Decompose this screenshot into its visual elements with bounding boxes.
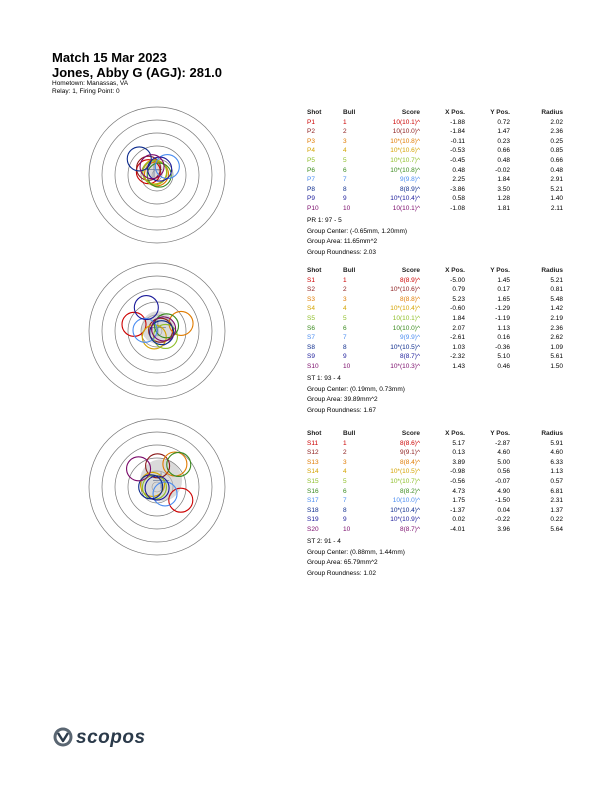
x-pos: 1.75: [452, 497, 465, 505]
shot-score: 10*(10.7)^: [390, 156, 420, 164]
bull-number: 10: [343, 525, 351, 533]
table-header: [305, 266, 565, 276]
shot-score: 10(10.1)^: [392, 118, 420, 126]
x-pos: -1.37: [450, 506, 465, 514]
group-center: Group Center: (0.88mm, 1.44mm): [307, 548, 405, 556]
y-pos: -1.19: [495, 314, 510, 322]
header-radius: Radius: [541, 267, 563, 274]
group-area: Group Area: 39.89mm^2: [307, 396, 378, 403]
table-row: [305, 448, 565, 458]
shot-score: 10*(10.9)^: [390, 516, 420, 524]
table-row: [305, 175, 565, 185]
table-row: [305, 285, 565, 295]
shot-id: S8: [307, 343, 315, 351]
y-pos: 0.17: [497, 286, 510, 294]
shot-score: 8(8.9)^: [399, 185, 420, 193]
scopos-logo: [52, 724, 162, 750]
target-diagram-prone: [82, 100, 232, 250]
shot-score: 10(10.0)^: [392, 324, 420, 332]
shot-id: P8: [307, 185, 315, 193]
bull-number: 7: [343, 334, 347, 342]
shot-score: 9(9.9)^: [399, 334, 420, 342]
bull-number: 8: [343, 343, 347, 351]
radius: 4.60: [550, 449, 563, 457]
shot-score: 10(10.1)^: [392, 314, 420, 322]
bull-number: 10: [343, 204, 351, 212]
header-bull: Bull: [343, 430, 356, 437]
bull-number: 1: [343, 118, 347, 126]
shot-score: 10*(10.3)^: [390, 362, 420, 370]
shot-score: 10*(10.4)^: [390, 195, 420, 203]
y-pos: -2.87: [495, 439, 510, 447]
shot-score: 10(10.0)^: [392, 497, 420, 505]
y-pos: 3.96: [497, 525, 510, 533]
shot-id: P1: [307, 118, 315, 126]
table-row: [305, 487, 565, 497]
match-title: Match 15 Mar 2023: [52, 50, 167, 65]
x-pos: 0.48: [452, 166, 465, 174]
bull-number: 1: [343, 276, 347, 284]
shot-score: 8(8.4)^: [399, 458, 420, 466]
group-area: Group Area: 11.65mm^2: [307, 238, 378, 245]
x-pos: 0.13: [452, 449, 465, 457]
header-bull: Bull: [343, 267, 356, 274]
header-score: Score: [401, 267, 420, 274]
bull-number: 3: [343, 458, 347, 466]
bull-number: 9: [343, 195, 347, 203]
group-roundness: Group Roundness: 1.67: [307, 406, 377, 414]
radius: 1.40: [550, 195, 563, 203]
shot-id: S6: [307, 324, 315, 332]
shot-id: P5: [307, 156, 315, 164]
header-bull: Bull: [343, 109, 356, 116]
shot-id: P4: [307, 147, 315, 155]
radius: 1.50: [550, 362, 563, 370]
scopos-logo-text: scopos: [76, 727, 146, 748]
y-pos: 0.16: [497, 334, 510, 342]
shot-id: S3: [307, 295, 315, 303]
stage-score: ST 1: 93 - 4: [307, 375, 341, 382]
y-pos: 0.48: [497, 156, 510, 164]
shot-score: 8(8.9)^: [399, 276, 420, 284]
y-pos: 1.28: [497, 195, 510, 203]
table-row: [305, 137, 565, 147]
radius: 2.31: [550, 497, 563, 505]
header-shot: Shot: [307, 267, 322, 274]
shot-score: 10(10.0)^: [392, 128, 420, 136]
shot-table-standing-1: [305, 266, 565, 372]
x-pos: -0.56: [450, 477, 465, 485]
radius: 2.02: [550, 118, 563, 126]
shot-score: 9(9.1)^: [399, 449, 420, 457]
bull-number: 2: [343, 128, 347, 136]
radius: 0.22: [550, 516, 563, 524]
x-pos: -1.88: [450, 118, 465, 126]
x-pos: -0.98: [450, 468, 465, 476]
header-y-pos: Y Pos.: [490, 109, 510, 116]
bull-number: 6: [343, 166, 347, 174]
group-area: Group Area: 65.79mm^2: [307, 559, 378, 566]
x-pos: -5.00: [450, 276, 465, 284]
shot-table-standing-2: [305, 429, 565, 535]
table-row: [305, 276, 565, 286]
radius: 6.33: [550, 458, 563, 466]
shot-score: 10*(10.8)^: [390, 137, 420, 145]
header-radius: Radius: [541, 430, 563, 437]
radius: 2.19: [550, 314, 563, 322]
shot-score: 10(10.1)^: [392, 204, 420, 212]
bull-number: 6: [343, 324, 347, 332]
shot-hole-s11: [169, 488, 193, 512]
header-y-pos: Y Pos.: [490, 430, 510, 437]
bull-number: 6: [343, 487, 347, 495]
shot-id: S12: [307, 449, 319, 457]
shot-score: 10*(10.7)^: [390, 477, 420, 485]
table-row: [305, 506, 565, 516]
y-pos: -0.07: [495, 477, 510, 485]
bull-number: 3: [343, 295, 347, 303]
shot-id: S13: [307, 458, 319, 466]
radius: 1.42: [550, 305, 563, 313]
y-pos: 1.45: [497, 276, 510, 284]
bull-number: 2: [343, 286, 347, 294]
target-diagram-standing-2: [82, 412, 232, 562]
shot-score: 10*(10.4)^: [390, 506, 420, 514]
table-row: [305, 477, 565, 487]
shot-score: 10*(10.6)^: [390, 147, 420, 155]
bull-number: 7: [343, 176, 347, 184]
x-pos: 1.84: [452, 314, 465, 322]
group-roundness: Group Roundness: 2.03: [307, 248, 377, 256]
y-pos: 0.46: [497, 362, 510, 370]
y-pos: 0.72: [497, 118, 510, 126]
x-pos: -0.60: [450, 305, 465, 313]
x-pos: 4.73: [452, 487, 465, 495]
table-row: [305, 146, 565, 156]
table-row: [305, 156, 565, 166]
table-header: [305, 108, 565, 118]
x-pos: -2.61: [450, 334, 465, 342]
x-pos: 0.58: [452, 195, 465, 203]
y-pos: 1.13: [497, 324, 510, 332]
shot-id: S14: [307, 468, 319, 476]
y-pos: -0.22: [495, 516, 510, 524]
stage-score: PR 1: 97 - 5: [307, 217, 342, 224]
radius: 5.64: [550, 525, 563, 533]
shot-id: P2: [307, 128, 315, 136]
radius: 5.48: [550, 295, 563, 303]
radius: 2.36: [550, 128, 563, 136]
y-pos: 4.60: [497, 449, 510, 457]
y-pos: 5.00: [497, 458, 510, 466]
bull-number: 5: [343, 314, 347, 322]
x-pos: 1.43: [452, 362, 465, 370]
table-row: [305, 467, 565, 477]
y-pos: 1.84: [497, 176, 510, 184]
bull-number: 5: [343, 156, 347, 164]
x-pos: 5.17: [452, 439, 465, 447]
shot-score: 10*(10.5)^: [390, 343, 420, 351]
header-y-pos: Y Pos.: [490, 267, 510, 274]
shot-score: 8(8.7)^: [399, 353, 420, 361]
bull-number: 8: [343, 185, 347, 193]
shot-id: S18: [307, 506, 319, 514]
y-pos: 3.50: [497, 185, 510, 193]
bull-number: 5: [343, 477, 347, 485]
shot-score: 10*(10.4)^: [390, 305, 420, 313]
y-pos: 0.23: [497, 137, 510, 145]
shot-id: S4: [307, 305, 315, 313]
radius: 5.91: [550, 439, 563, 447]
x-pos: -0.11: [450, 137, 465, 145]
shot-id: S7: [307, 334, 315, 342]
x-pos: 2.07: [452, 324, 465, 332]
y-pos: 0.04: [497, 506, 510, 514]
shot-score: 8(8.6)^: [399, 439, 420, 447]
bull-number: 3: [343, 137, 347, 145]
radius: 5.61: [550, 353, 563, 361]
relay-info: Relay: 1, Firing Point: 0: [52, 88, 120, 95]
x-pos: -4.01: [450, 525, 465, 533]
header-shot: Shot: [307, 430, 322, 437]
scopos-logo-icon: [54, 728, 73, 747]
table-row: [305, 304, 565, 314]
table-row: [305, 185, 565, 195]
y-pos: 0.56: [497, 468, 510, 476]
stage-score: ST 2: 91 - 4: [307, 538, 341, 545]
bull-number: 7: [343, 497, 347, 505]
report-header: [52, 50, 222, 96]
radius: 0.85: [550, 147, 563, 155]
x-pos: 3.89: [452, 458, 465, 466]
shot-id: S16: [307, 487, 319, 495]
table-row: [305, 496, 565, 506]
table-row: [305, 324, 565, 334]
table-row: [305, 194, 565, 204]
x-pos: -3.86: [450, 185, 465, 193]
header-radius: Radius: [541, 109, 563, 116]
table-row: [305, 343, 565, 353]
radius: 2.91: [550, 176, 563, 184]
radius: 1.37: [550, 506, 563, 514]
y-pos: 4.90: [497, 487, 510, 495]
hometown: Hometown: Manassas, VA: [52, 80, 129, 87]
shot-id: S10: [307, 362, 319, 370]
bull-number: 1: [343, 439, 347, 447]
x-pos: 5.23: [452, 295, 465, 303]
radius: 2.11: [550, 204, 563, 212]
shot-id: P7: [307, 176, 315, 184]
shot-id: S15: [307, 477, 319, 485]
table-row: [305, 439, 565, 449]
x-pos: 2.25: [452, 176, 465, 184]
shot-id: S11: [307, 439, 319, 447]
bull-number: 4: [343, 305, 347, 313]
shot-score: 9(9.8)^: [399, 176, 420, 184]
y-pos: -0.36: [495, 343, 510, 351]
radius: 1.09: [550, 343, 563, 351]
x-pos: -1.84: [450, 128, 465, 136]
radius: 2.62: [550, 334, 563, 342]
radius: 5.21: [550, 185, 563, 193]
group-summary-prone: [307, 216, 557, 258]
shot-id: P6: [307, 166, 315, 174]
group-summary-standing-1: [307, 374, 557, 416]
shot-score: 8(8.2)^: [399, 487, 420, 495]
bull-number: 2: [343, 449, 347, 457]
shot-id: S19: [307, 516, 319, 524]
shot-id: S2: [307, 286, 315, 294]
shot-id: S17: [307, 497, 319, 505]
target-diagram-standing-1: [82, 256, 232, 406]
group-center: Group Center: (-0.65mm, 1.20mm): [307, 227, 408, 235]
shot-hole-s9: [134, 296, 158, 320]
group-roundness: Group Roundness: 1.02: [307, 569, 377, 577]
bull-number: 4: [343, 147, 347, 155]
bull-number: 9: [343, 353, 347, 361]
bull-number: 10: [343, 362, 351, 370]
radius: 6.81: [550, 487, 563, 495]
shot-id: P9: [307, 195, 315, 203]
radius: 0.66: [550, 156, 563, 164]
table-row: [305, 118, 565, 128]
shot-score: 10*(10.8)^: [390, 166, 420, 174]
group-summary-standing-2: [307, 537, 557, 579]
shot-id: S1: [307, 276, 315, 284]
x-pos: -0.53: [450, 147, 465, 155]
table-row: [305, 204, 565, 214]
table-row: [305, 166, 565, 176]
radius: 0.81: [550, 286, 563, 294]
radius: 2.36: [550, 324, 563, 332]
x-pos: 1.03: [452, 343, 465, 351]
shot-id: P3: [307, 137, 315, 145]
header-x-pos: X Pos.: [445, 267, 465, 274]
shot-id: S20: [307, 525, 319, 533]
table-row: [305, 515, 565, 525]
y-pos: 1.65: [497, 295, 510, 303]
bull-number: 4: [343, 468, 347, 476]
table-row: [305, 314, 565, 324]
table-row: [305, 295, 565, 305]
y-pos: 1.81: [497, 204, 510, 212]
shooter-name-score: Jones, Abby G (AGJ): 281.0: [52, 65, 223, 80]
header-shot: Shot: [307, 109, 322, 116]
radius: 5.21: [550, 276, 563, 284]
header-x-pos: X Pos.: [445, 109, 465, 116]
x-pos: -2.32: [450, 353, 465, 361]
shot-score: 8(8.7)^: [399, 525, 420, 533]
x-pos: -0.45: [450, 156, 465, 164]
table-row: [305, 127, 565, 137]
shot-table-prone: [305, 108, 565, 214]
group-center: Group Center: (0.19mm, 0.73mm): [307, 385, 405, 393]
table-row: [305, 362, 565, 372]
radius: 0.57: [550, 477, 563, 485]
radius: 1.13: [550, 468, 563, 476]
table-row: [305, 333, 565, 343]
y-pos: 0.66: [497, 147, 510, 155]
radius: 0.25: [550, 137, 563, 145]
radius: 0.48: [550, 166, 563, 174]
x-pos: 0.79: [452, 286, 465, 294]
shot-score: 10*(10.6)^: [390, 286, 420, 294]
y-pos: -0.02: [495, 166, 510, 174]
y-pos: 5.10: [497, 353, 510, 361]
shot-id: S5: [307, 314, 315, 322]
shot-id: P10: [307, 204, 319, 212]
table-row: [305, 458, 565, 468]
y-pos: 1.47: [497, 128, 510, 136]
table-row: [305, 525, 565, 535]
shot-score: 8(8.8)^: [399, 295, 420, 303]
header-score: Score: [401, 109, 420, 116]
table-row: [305, 352, 565, 362]
y-pos: -1.29: [495, 305, 510, 313]
bull-number: 9: [343, 516, 347, 524]
x-pos: -1.08: [450, 204, 465, 212]
x-pos: 0.02: [452, 516, 465, 524]
y-pos: -1.50: [495, 497, 510, 505]
header-score: Score: [401, 430, 420, 437]
header-x-pos: X Pos.: [445, 430, 465, 437]
shot-score: 10*(10.5)^: [390, 468, 420, 476]
table-header: [305, 429, 565, 439]
bull-number: 8: [343, 506, 347, 514]
shot-id: S9: [307, 353, 315, 361]
